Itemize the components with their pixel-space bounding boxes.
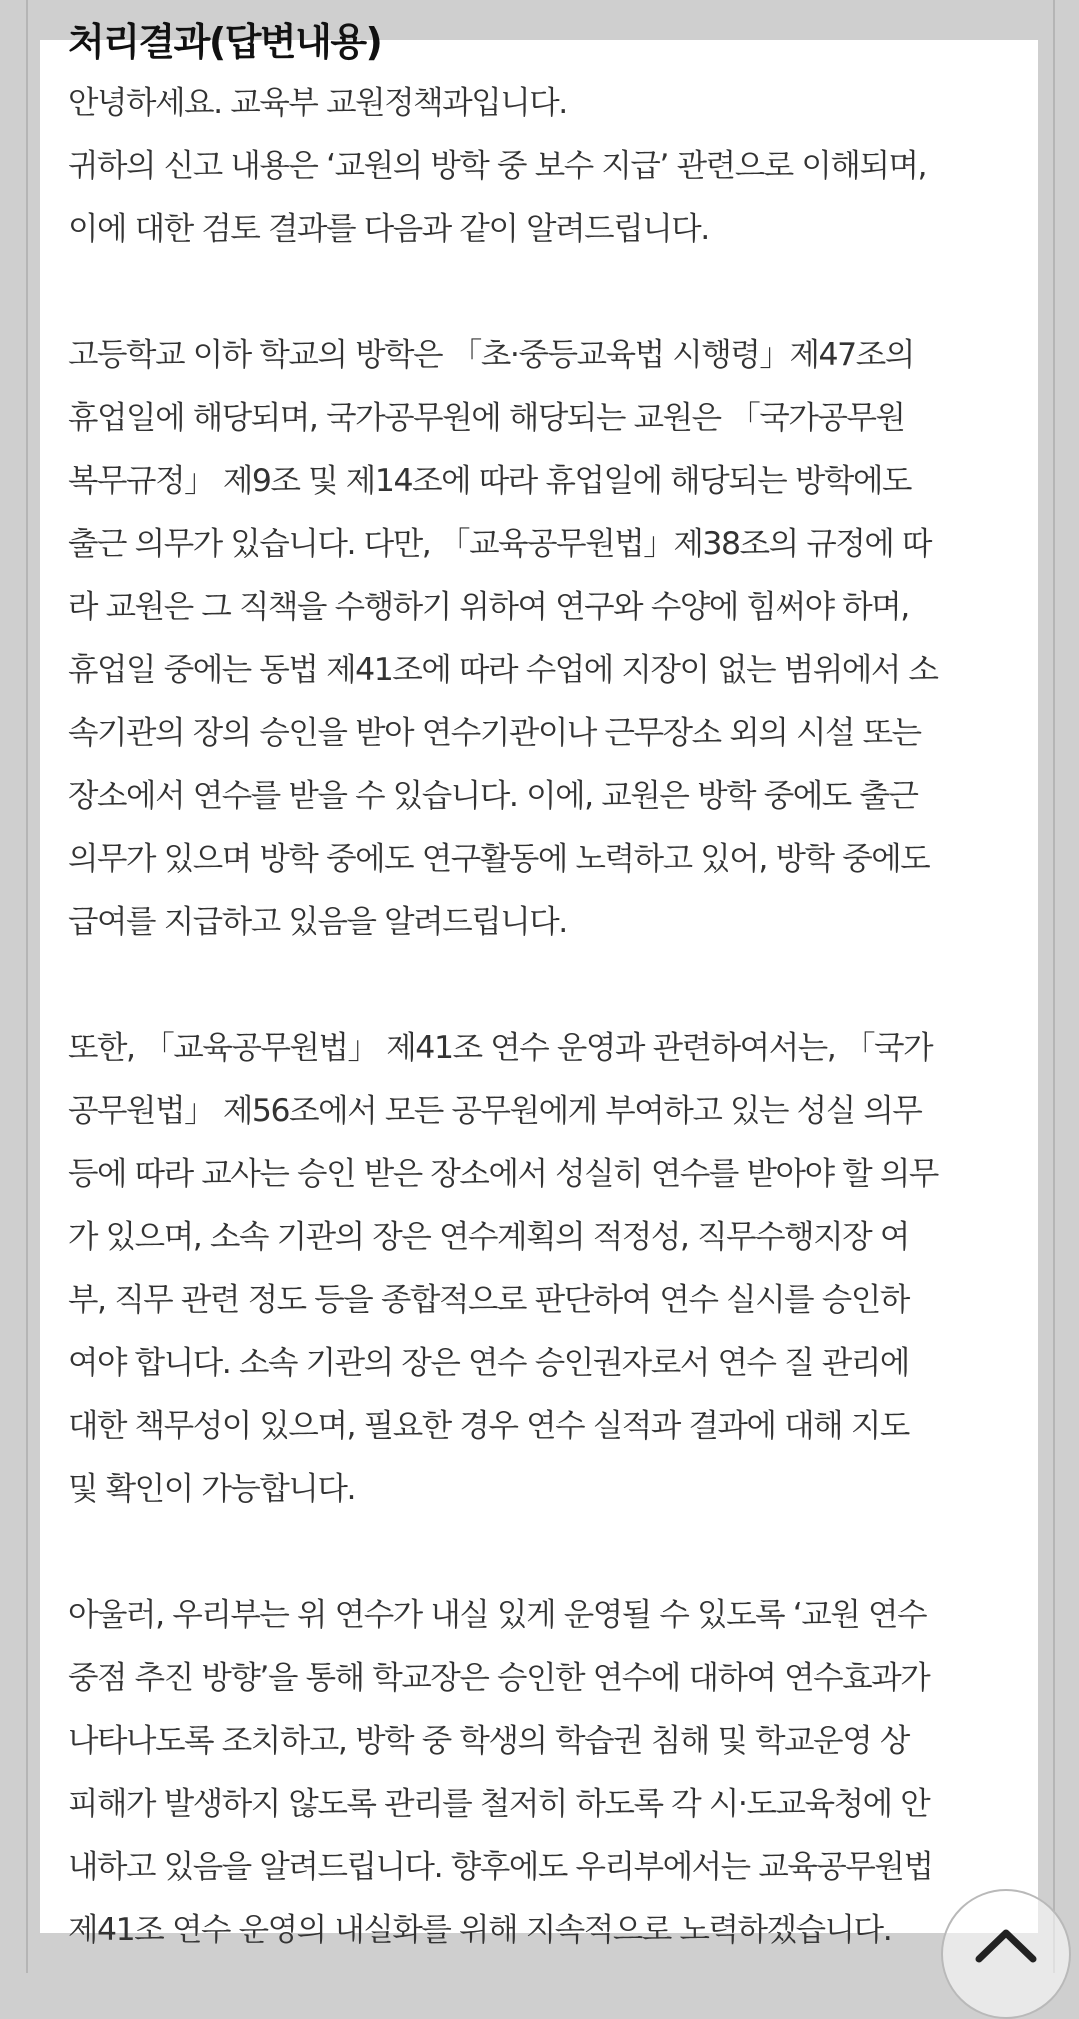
text-line: 여야 합니다. 소속 기관의 장은 연수 승인권자로서 연수 질 관리에 xyxy=(68,1345,909,1381)
paragraph-training-operation xyxy=(68,1017,1018,1521)
text-line: 또한, 「교육공무원법」 제41조 연수 운영과 관련하여서는, 「국가 xyxy=(68,1030,933,1066)
paragraph-future-plan xyxy=(68,1584,1018,1962)
text-line: 등에 따라 교사는 승인 받은 장소에서 성실히 연수를 받아야 할 의무 xyxy=(68,1156,938,1192)
text-line: 제41조 연수 운영의 내실화를 위해 지속적으로 노력하겠습니다. xyxy=(68,1912,892,1948)
paragraph-spacer xyxy=(68,261,1018,324)
text-line: 속기관의 장의 승인을 받아 연수기관이나 근무장소 외의 시설 또는 xyxy=(68,715,921,751)
paragraph-spacer xyxy=(68,954,1018,1017)
text-line: 가 있으며, 소속 기관의 장은 연수계획의 적정성, 직무수행지장 여 xyxy=(68,1219,909,1255)
text-line: 피해가 발생하지 않도록 관리를 철저히 하도록 각 시·도교육청에 안 xyxy=(68,1786,930,1822)
left-border xyxy=(26,0,28,1973)
text-line: 및 확인이 가능합니다. xyxy=(68,1471,356,1507)
text-line: 휴업일에 해당되며, 국가공무원에 해당되는 교원은 「국가공무원 xyxy=(68,400,905,436)
answer-body xyxy=(68,72,1018,1962)
text-line: 아울러, 우리부는 위 연수가 내실 있게 운영될 수 있도록 ‘교원 연수 xyxy=(68,1597,927,1633)
chevron-up-icon xyxy=(971,1919,1041,1969)
text-line: 휴업일 중에는 동법 제41조에 따라 수업에 지장이 없는 범위에서 소 xyxy=(68,652,938,688)
text-line: 급여를 지급하고 있음을 알려드립니다. xyxy=(68,904,567,940)
paragraph-vacation-duty xyxy=(68,324,1018,954)
text-line: 출근 의무가 있습니다. 다만, 「교육공무원법」제38조의 규정에 따 xyxy=(68,526,932,562)
scroll-to-top-button[interactable] xyxy=(941,1889,1071,2019)
text-line: 부, 직무 관련 정도 등을 종합적으로 판단하여 연수 실시를 승인하 xyxy=(68,1282,909,1318)
text-line: 공무원법」 제56조에서 모든 공무원에게 부여하고 있는 성실 의무 xyxy=(68,1093,922,1129)
paragraph-greeting xyxy=(68,72,1018,261)
text-line: 의무가 있으며 방학 중에도 연구활동에 노력하고 있어, 방학 중에도 xyxy=(68,841,930,877)
text-line: 대한 책무성이 있으며, 필요한 경우 연수 실적과 결과에 대해 지도 xyxy=(68,1408,909,1444)
text-line: 고등학교 이하 학교의 방학은 「초·중등교육법 시행령」제47조의 xyxy=(68,337,914,373)
text-line: 복무규정」 제9조 및 제14조에 따라 휴업일에 해당되는 방학에도 xyxy=(68,463,912,499)
text-line: 안녕하세요. 교육부 교원정책과입니다. xyxy=(68,85,567,121)
text-line: 중점 추진 방향’을 통해 학교장은 승인한 연수에 대하여 연수효과가 xyxy=(68,1660,930,1696)
text-line: 귀하의 신고 내용은 ‘교원의 방학 중 보수 지급’ 관련으로 이해되며, xyxy=(68,148,927,184)
text-line: 이에 대한 검토 결과를 다음과 같이 알려드립니다. xyxy=(68,211,709,247)
right-border xyxy=(1053,0,1055,1973)
paragraph-spacer xyxy=(68,1521,1018,1584)
text-line: 장소에서 연수를 받을 수 있습니다. 이에, 교원은 방학 중에도 출근 xyxy=(68,778,918,814)
text-line: 내하고 있음을 알려드립니다. 향후에도 우리부에서는 교육공무원법 xyxy=(68,1849,933,1885)
text-line: 라 교원은 그 직책을 수행하기 위하여 연구와 수양에 힘써야 하며, xyxy=(68,589,909,625)
section-title: 처리결과(답변내용) xyxy=(68,20,382,64)
text-line: 나타나도록 조치하고, 방학 중 학생의 학습권 침해 및 학교운영 상 xyxy=(68,1723,909,1759)
